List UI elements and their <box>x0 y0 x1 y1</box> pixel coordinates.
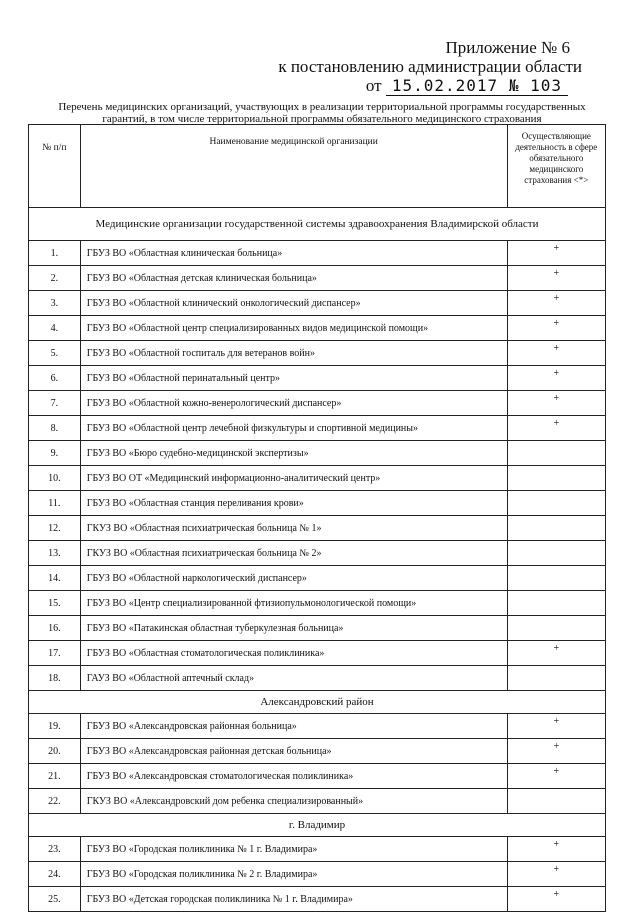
section-title: Александровский район <box>29 691 606 714</box>
organization-name: ГБУЗ ВО «Александровская стоматологическая поликлиника» <box>80 764 507 789</box>
oms-mark: + <box>507 887 605 912</box>
section-row <box>29 208 606 241</box>
organization-name: ГКУЗ ВО «Областная психиатрическая больница № 1» <box>80 516 507 541</box>
list-caption <box>52 101 592 125</box>
oms-mark: + <box>507 266 605 291</box>
row-number: 19. <box>29 714 81 739</box>
oms-mark: + <box>507 641 605 666</box>
row-number: 25. <box>29 887 81 912</box>
row-number: 3. <box>29 291 81 316</box>
oms-mark <box>507 616 605 641</box>
oms-mark <box>507 441 605 466</box>
organization-name: ГБУЗ ВО «Детская городская поликлиника № 1 г. Владимира» <box>80 887 507 912</box>
section-title: Медицинские организации государственной системы здравоохранения Владимирской области <box>29 208 606 241</box>
oms-mark <box>507 591 605 616</box>
table-row <box>29 416 606 441</box>
oms-mark: + <box>507 366 605 391</box>
caption-line-1: Перечень медицинских организаций, участвующих в реализации территориальной программы государственных <box>58 101 586 113</box>
decree-date-value: 15.02.2017 <box>391 76 499 95</box>
organization-name: ГБУЗ ВО «Городская поликлиника № 2 г. Владимира» <box>80 862 507 887</box>
oms-mark: + <box>507 416 605 441</box>
organization-name: ГБУЗ ВО «Городская поликлиника № 1 г. Владимира» <box>80 837 507 862</box>
organization-name: ГБУЗ ВО «Областная клиническая больница» <box>80 241 507 266</box>
oms-mark: + <box>507 291 605 316</box>
row-number: 12. <box>29 516 81 541</box>
organization-name: ГАУЗ ВО «Областной аптечный склад» <box>80 666 507 691</box>
organization-name: ГБУЗ ВО «Областная детская клиническая больница» <box>80 266 507 291</box>
oms-mark: + <box>507 316 605 341</box>
table-row <box>29 466 606 491</box>
table-row <box>29 516 606 541</box>
oms-mark: + <box>507 391 605 416</box>
row-number: 13. <box>29 541 81 566</box>
organization-name: ГБУЗ ВО «Бюро судебно-медицинской экспертизы» <box>80 441 507 466</box>
organization-name: ГБУЗ ВО «Областная станция переливания крови» <box>80 491 507 516</box>
appendix-subtitle: к постановлению администрации области <box>278 57 582 76</box>
table-row <box>29 714 606 739</box>
organization-name: ГБУЗ ВО «Областной центр специализированных видов медицинской помощи» <box>80 316 507 341</box>
row-number: 21. <box>29 764 81 789</box>
row-number: 18. <box>29 666 81 691</box>
appendix-title: Приложение № 6 <box>445 38 570 57</box>
organization-name: ГБУЗ ВО «Александровская районная детская больница» <box>80 739 507 764</box>
oms-mark: + <box>507 764 605 789</box>
row-number: 17. <box>29 641 81 666</box>
table-row <box>29 366 606 391</box>
oms-mark <box>507 491 605 516</box>
section-row <box>29 691 606 714</box>
table-row <box>29 591 606 616</box>
row-number: 6. <box>29 366 81 391</box>
table-row <box>29 764 606 789</box>
row-number: 24. <box>29 862 81 887</box>
oms-mark <box>507 789 605 814</box>
table-row <box>29 789 606 814</box>
organization-name: ГБУЗ ВО «Областной перинатальный центр» <box>80 366 507 391</box>
table-body <box>29 208 606 912</box>
organization-name: ГБУЗ ВО «Областной наркологический диспансер» <box>80 566 507 591</box>
table-row <box>29 887 606 912</box>
organization-name: ГБУЗ ВО «Областной клинический онкологический диспансер» <box>80 291 507 316</box>
table-row <box>29 566 606 591</box>
oms-mark <box>507 566 605 591</box>
table-row <box>29 316 606 341</box>
oms-mark: + <box>507 837 605 862</box>
oms-mark <box>507 466 605 491</box>
organization-name: ГКУЗ ВО «Областная психиатрическая больница № 2» <box>80 541 507 566</box>
row-number: 9. <box>29 441 81 466</box>
oms-mark: + <box>507 241 605 266</box>
row-number: 16. <box>29 616 81 641</box>
section-row <box>29 814 606 837</box>
oms-mark <box>507 516 605 541</box>
table-row <box>29 241 606 266</box>
row-number: 15. <box>29 591 81 616</box>
oms-mark: + <box>507 341 605 366</box>
organization-name: ГБУЗ ВО «Областная стоматологическая поликлиника» <box>80 641 507 666</box>
organization-name: ГБУЗ ВО ОТ «Медицинский информационно-аналитический центр» <box>80 466 507 491</box>
section-title: г. Владимир <box>29 814 606 837</box>
row-number: 2. <box>29 266 81 291</box>
row-number: 22. <box>29 789 81 814</box>
table-row <box>29 616 606 641</box>
col-header-number: № п/п <box>29 125 81 208</box>
table-row <box>29 666 606 691</box>
organization-name: ГБУЗ ВО «Центр специализированной фтизиопульмонологической помощи» <box>80 591 507 616</box>
appendix-date-line <box>366 76 568 96</box>
oms-mark: + <box>507 714 605 739</box>
decree-number: 103 <box>530 76 562 95</box>
decree-number-label: № <box>508 76 520 95</box>
table-row <box>29 341 606 366</box>
table-row <box>29 541 606 566</box>
oms-mark: + <box>507 739 605 764</box>
table-row <box>29 491 606 516</box>
organization-name: ГБУЗ ВО «Областной кожно-венерологический диспансер» <box>80 391 507 416</box>
organization-name: ГБУЗ ВО «Областной центр лечебной физкультуры и спортивной медицины» <box>80 416 507 441</box>
row-number: 23. <box>29 837 81 862</box>
row-number: 14. <box>29 566 81 591</box>
col-header-name: Наименование медицинской организации <box>80 125 507 208</box>
row-number: 4. <box>29 316 81 341</box>
table-row <box>29 837 606 862</box>
caption-line-2: гарантий, в том числе территориальной программы обязательного медицинского страхования <box>102 113 542 125</box>
table-row <box>29 391 606 416</box>
organization-name: ГКУЗ ВО «Александровский дом ребенка специализированный» <box>80 789 507 814</box>
table-row <box>29 266 606 291</box>
table-row <box>29 641 606 666</box>
col-header-oms: Осуществляющие деятельность в сфере обязательного медицинского страхования <*> <box>507 125 605 208</box>
row-number: 8. <box>29 416 81 441</box>
table-row <box>29 441 606 466</box>
date-prefix: от <box>365 76 382 95</box>
table-row <box>29 739 606 764</box>
organization-name: ГБУЗ ВО «Областной госпиталь для ветеранов войн» <box>80 341 507 366</box>
row-number: 11. <box>29 491 81 516</box>
oms-mark: + <box>507 862 605 887</box>
oms-mark <box>507 666 605 691</box>
row-number: 7. <box>29 391 81 416</box>
row-number: 5. <box>29 341 81 366</box>
table-row <box>29 291 606 316</box>
oms-mark <box>507 541 605 566</box>
row-number: 10. <box>29 466 81 491</box>
organization-name: ГБУЗ ВО «Александровская районная больница» <box>80 714 507 739</box>
row-number: 1. <box>29 241 81 266</box>
table-header-row <box>29 125 606 208</box>
organization-name: ГБУЗ ВО «Патакинская областная туберкулезная больница» <box>80 616 507 641</box>
row-number: 20. <box>29 739 81 764</box>
decree-date <box>386 76 568 96</box>
organizations-table <box>28 124 606 912</box>
table-row <box>29 862 606 887</box>
